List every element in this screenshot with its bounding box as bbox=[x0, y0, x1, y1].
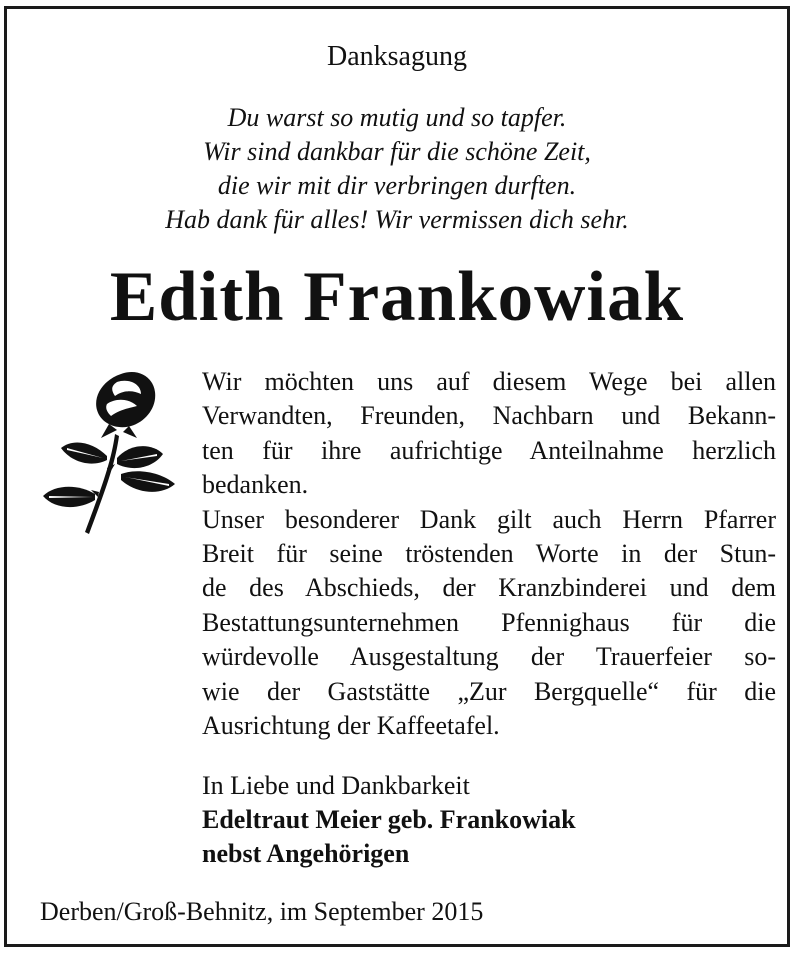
notice-heading: Danksagung bbox=[327, 41, 467, 72]
text-line: würdevolle Ausgestaltung der Trauerfeier so- bbox=[202, 642, 776, 672]
thanks-text bbox=[202, 365, 776, 743]
notice-frame bbox=[4, 6, 790, 947]
text-line: Ausrichtung der Kaffeetafel. bbox=[202, 711, 500, 741]
signoff-name: Edeltraut Meier geb. Frankowiak bbox=[202, 805, 576, 834]
poem-line: die wir mit dir verbringen durften. bbox=[217, 171, 577, 200]
deceased-name: Edith Frankowiak bbox=[109, 258, 685, 336]
text-line: bedanken. bbox=[202, 470, 309, 500]
text-line: Bestattungsunternehmen Pfennighaus für die bbox=[202, 607, 776, 637]
text-line: Wir möchten uns auf diesem Wege bei allen bbox=[202, 367, 776, 396]
place-date: Derben/Groß-Behnitz, im September 2015 bbox=[40, 897, 484, 926]
signoff-greeting: In Liebe und Dankbarkeit bbox=[202, 771, 470, 800]
poem-line: Wir sind dankbar für die schöne Zeit, bbox=[203, 137, 591, 166]
text-line: de des Abschieds, der Kranzbinderei und dem bbox=[202, 573, 776, 603]
text-line: Verwandten, Freunden, Nachbarn und Bekann- bbox=[202, 401, 776, 431]
text-line: Unser besonderer Dank gilt auch Herrn Pfarrer bbox=[202, 504, 776, 534]
signoff-relatives: nebst Angehörigen bbox=[202, 839, 410, 868]
poem bbox=[7, 101, 787, 237]
signoff bbox=[202, 769, 576, 871]
poem-line: Hab dank für alles! Wir vermissen dich sehr. bbox=[165, 205, 629, 234]
text-line: ten für ihre aufrichtige Anteilnahme herzlich bbox=[202, 435, 776, 465]
text-line: wie der Gaststätte „Zur Bergquelle“ für die bbox=[202, 676, 776, 706]
rose-icon bbox=[37, 364, 182, 544]
poem-line: Du warst so mutig und so tapfer. bbox=[227, 103, 567, 132]
text-line: Breit für seine tröstenden Worte in der Stun- bbox=[202, 539, 776, 569]
